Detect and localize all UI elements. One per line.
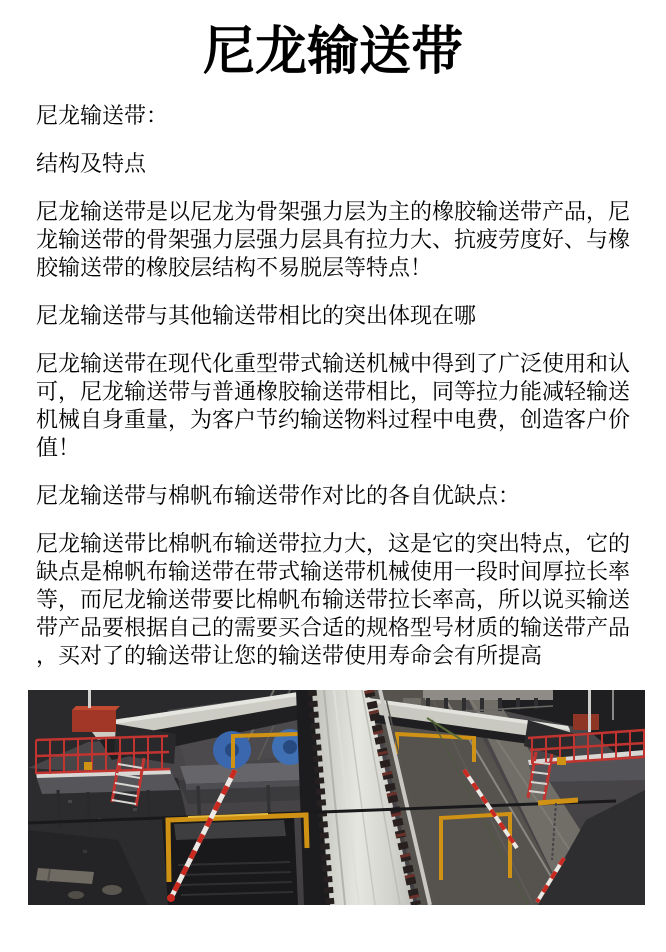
paragraph-canvas-body: 尼龙输送带比棉帆布输送带拉力大，这是它的突出特点，它的缺点是棉帆布输送带在带式输送带机械使用一段时间厚拉长率等，而尼龙输送带要比棉帆布输送带拉长率高，所以说买输送带产品要根据自己的需要买合适的规格型号材质的输送带产品，买对了的输送带让您的输送带使用寿命会有所提高 bbox=[36, 531, 631, 668]
paragraph-structure-body: 尼龙输送带是以尼龙为骨架强力层为主的橡胶输送带产品，尼龙输送带的骨架强力层强力层具有拉力大、抗疲劳度好、与橡胶输送带的橡胶层结构不易脱层等特点！ bbox=[36, 199, 631, 280]
paragraph-canvas-heading: 尼龙输送带与棉帆布输送带作对比的各自优缺点： bbox=[36, 483, 521, 508]
conveyor-photo-graphic bbox=[28, 690, 645, 905]
conveyor-photo bbox=[28, 690, 645, 905]
paragraph-structure-heading: 结构及特点 bbox=[36, 151, 147, 176]
page-title: 尼龙输送带 bbox=[202, 23, 463, 81]
paragraph-comparison-heading: 尼龙输送带与其他输送带相比的突出体现在哪 bbox=[36, 303, 477, 328]
paragraph-comparison-body: 尼龙输送带在现代化重型带式输送机械中得到了广泛使用和认可，尼龙输送带与普通橡胶输送带相比，同等拉力能减轻输送机械自身重量，为客户节约输送物料过程中电费，创造客户价值！ bbox=[36, 351, 631, 460]
page bbox=[0, 22, 666, 952]
article bbox=[0, 22, 666, 905]
paragraph-intro-label: 尼龙输送带： bbox=[36, 103, 169, 128]
article-body bbox=[36, 102, 634, 670]
